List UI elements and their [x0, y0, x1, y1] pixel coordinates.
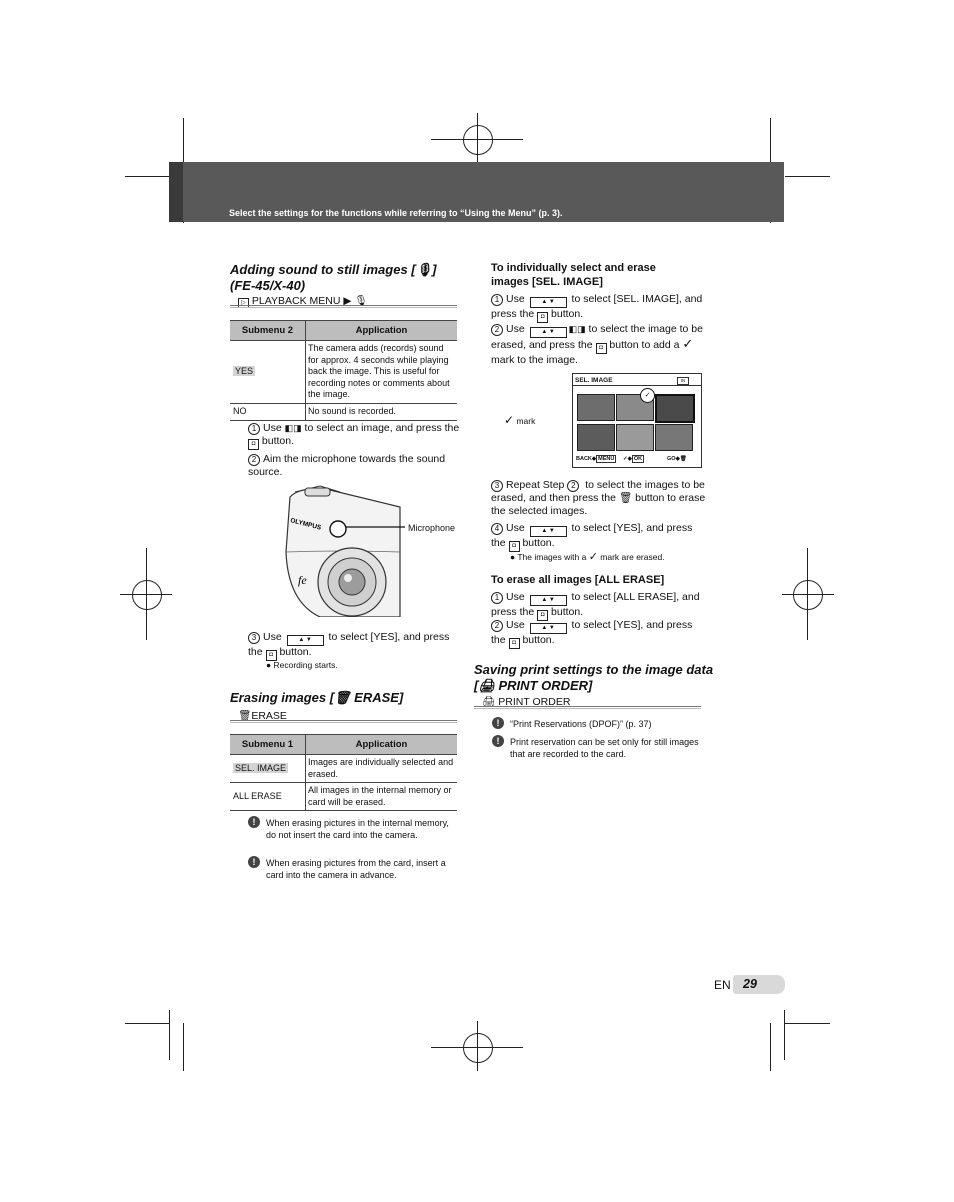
- trash-icon: 🗑: [238, 710, 252, 722]
- header-instruction: Select the settings for the functions while referring to “Using the Menu” (p. 3).: [229, 208, 563, 218]
- left-right-arrow-icon: ◧◨: [284, 423, 302, 433]
- all-erase-step-2: 2 Use ▲ ▼ to select [YES], and press the ◘ button.: [491, 619, 706, 649]
- thumbnail[interactable]: [616, 424, 654, 451]
- table-header: Application: [306, 735, 458, 755]
- screen-title: SEL. IMAGE: [575, 377, 613, 384]
- print-order-icon: 🖨: [478, 678, 495, 693]
- table-header: Application: [306, 321, 458, 341]
- sel-image-title: To individually select and erase images [SEL. IMAGE]: [491, 262, 656, 288]
- ok-button-icon: ◘: [248, 439, 259, 450]
- table-row: NO No sound is recorded.: [230, 403, 457, 420]
- caution-icon: !: [248, 816, 260, 828]
- trash-icon: 🗑: [334, 690, 351, 705]
- print-caution-1: “Print Reservations (DPOF)” (p. 37): [510, 719, 652, 729]
- sel-image-step-4: 4 Use ▲ ▼ to select [YES], and press the ◘ button.: [491, 522, 706, 552]
- arrow-pad-icon: ▲ ▼: [530, 595, 567, 606]
- header-band: [169, 162, 784, 222]
- page-number: 29: [743, 977, 757, 991]
- all-erase-title: To erase all images [ALL ERASE]: [491, 574, 665, 586]
- sound-step-2: 2 Aim the microphone towards the sound source.: [248, 453, 446, 478]
- ok-button-icon: ◘: [266, 650, 277, 661]
- sound-menu-path: ▷ PLAYBACK MENU ▶ 🎙: [238, 294, 368, 308]
- playback-icon: ▷: [238, 298, 249, 308]
- left-right-arrow-icon: ◧◨: [568, 324, 586, 334]
- arrow-pad-icon: ▲ ▼: [530, 327, 567, 338]
- arrow-pad-icon: ▲ ▼: [530, 297, 567, 308]
- screen-back: BACK◆ MENU: [576, 456, 615, 462]
- screen-ok: ✓◆ OK: [623, 456, 643, 462]
- sound-note: ● Recording starts.: [266, 660, 338, 670]
- ok-button-icon: ◘: [537, 312, 548, 323]
- thumbnail-selected[interactable]: [655, 394, 695, 423]
- camera-illustration: [280, 482, 405, 617]
- caution-icon: !: [492, 717, 504, 729]
- microphone-icon: 🎙: [354, 295, 368, 307]
- erase-section-title: Erasing images [🗑 ERASE]: [230, 690, 404, 705]
- print-order-icon: 🖨: [482, 696, 496, 708]
- table-row: YES The camera adds (records) sound for approx. 4 seconds while playing back the image. This is useful for recording notes or comments about the image.: [230, 341, 457, 404]
- print-menu-path: 🖨 PRINT ORDER: [482, 696, 571, 708]
- trash-icon: 🗑: [618, 492, 633, 504]
- sound-table: [230, 320, 457, 421]
- erase-caution-2: When erasing pictures from the card, insert a card into the camera in advance.: [266, 858, 446, 880]
- thumbnail[interactable]: [655, 424, 693, 451]
- table-row: SEL. IMAGE Images are individually selected and erased.: [230, 755, 457, 783]
- sound-step-3: 3 Use ▲ ▼ to select [YES], and press the ◘ button.: [248, 631, 460, 661]
- ok-button-icon: ◘: [509, 541, 520, 552]
- print-caution-2: Print reservation can be set only for still images that are recorded to the card.: [510, 737, 699, 759]
- arrow-pad-icon: ▲ ▼: [287, 635, 324, 646]
- memory-icon: IN: [677, 377, 689, 385]
- check-mark-icon: ✓: [588, 551, 598, 563]
- erase-table: [230, 734, 457, 811]
- ok-button-icon: ◘: [509, 638, 520, 649]
- arrow-pad-icon: ▲ ▼: [530, 623, 567, 634]
- caution-icon: !: [248, 856, 260, 868]
- camera-brand: OLYMPUS: [289, 517, 322, 532]
- sound-step-1: 1 Use ◧◨ to select an image, and press the ◘ button.: [248, 422, 460, 450]
- sel-image-step-2: 2 Use ▲ ▼ ◧◨ to select the image to be erased, and press the ◘ button to add a ✓ mark to the image.: [491, 323, 703, 366]
- sel-image-screen: [572, 373, 702, 468]
- caution-icon: !: [492, 735, 504, 747]
- check-mark-icon: ✓: [682, 336, 694, 351]
- sel-image-step-3: 3 Repeat Step 2 to select the images to be erased, and then press the 🗑 button to erase the selected images.: [491, 479, 706, 517]
- trash-icon: 🗑: [679, 456, 687, 462]
- table-row: ALL ERASE All images in the internal memory or card will be erased.: [230, 783, 457, 811]
- ok-button-icon: ◘: [537, 610, 548, 621]
- sel-image-note: ● The images with a ✓ mark are erased.: [510, 551, 665, 563]
- mark-label: ✓ mark: [504, 413, 536, 427]
- thumbnail[interactable]: [577, 424, 615, 451]
- check-mark-icon: ✓: [640, 388, 655, 403]
- page-number-badge: [733, 975, 785, 994]
- language-label: EN: [714, 978, 731, 992]
- erase-caution-1: When erasing pictures in the internal memory, do not insert the card into the camera.: [266, 818, 449, 840]
- sel-image-step-1: 1 Use ▲ ▼ to select [SEL. IMAGE], and press the ◘ button.: [491, 293, 706, 323]
- screen-go: GO◆🗑: [667, 456, 687, 462]
- check-mark-icon: ✓: [504, 413, 515, 427]
- microphone-label: Microphone: [408, 523, 456, 533]
- ok-button-icon: ◘: [596, 343, 607, 354]
- table-header: Submenu 1: [230, 735, 306, 755]
- microphone-icon: 🎙: [415, 262, 433, 277]
- thumbnail[interactable]: [577, 394, 615, 421]
- camera-model-logo: fe: [298, 573, 307, 587]
- print-section-title: Saving print settings to the image data [🖨 PRINT ORDER]: [474, 662, 714, 693]
- erase-menu-path: 🗑ERASE: [238, 710, 287, 722]
- sound-section-title: Adding sound to still images [🎙] (FE-45/X-40): [230, 262, 437, 293]
- table-header: Submenu 2: [230, 321, 306, 341]
- all-erase-step-1: 1 Use ▲ ▼ to select [ALL ERASE], and press the ◘ button.: [491, 591, 706, 621]
- arrow-pad-icon: ▲ ▼: [530, 526, 567, 537]
